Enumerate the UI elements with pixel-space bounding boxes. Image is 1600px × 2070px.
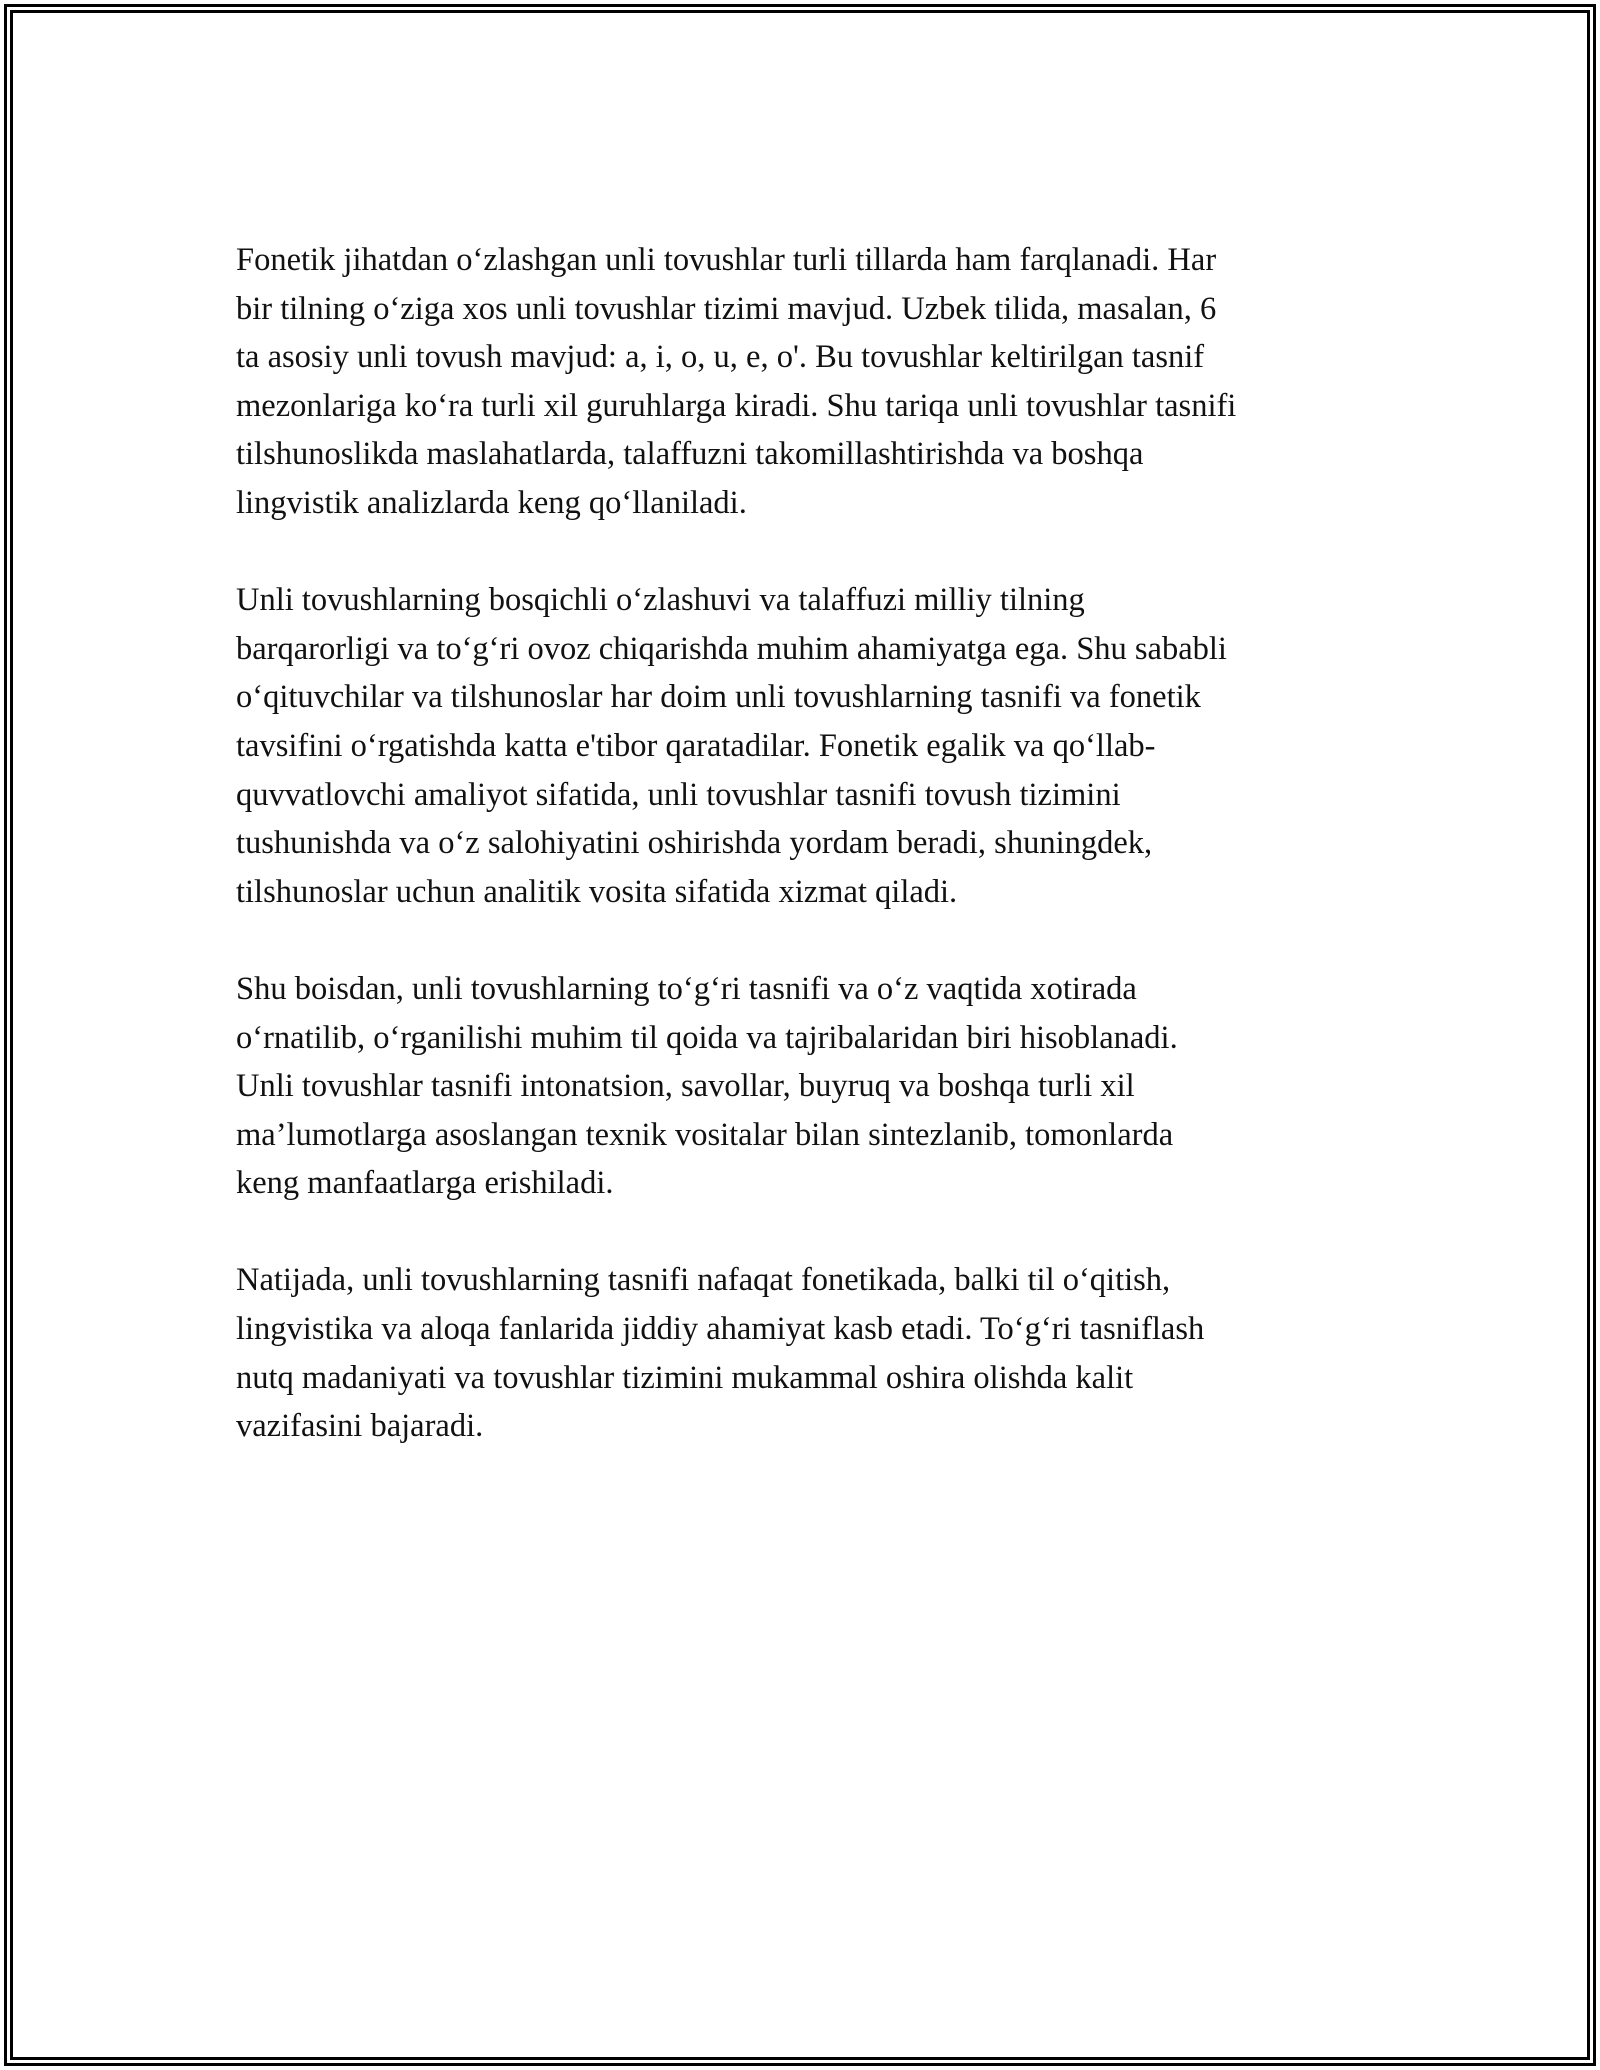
- document-body: [236, 236, 1366, 1499]
- paragraph-1: Fonetik jihatdan o‘zlashgan unli tovushlar turli tillarda ham farqlanadi. Har bir tilning o‘ziga xos unli tovushlar tizimi mavjud. Uzbek tilida, masalan, 6 ta asosiy unli tovush mavjud: a, i, o, u, e, o'. Bu tovushlar keltirilgan tasnif mezonlariga ko‘ra turli xil guruhlarga kiradi. Shu tariqa unli tovushlar tasnifi tilshunoslikda maslahatlarda, talaffuzni takomillashtirishda va boshqa lingvistik analizlarda keng qo‘llaniladi.: [236, 242, 1237, 521]
- paragraph-4: Natijada, unli tovushlarning tasnifi nafaqat fonetikada, balki til o‘qitish, lingvistika va aloqa fanlarida jiddiy ahamiyat kasb etadi. To‘g‘ri tasniflash nutq madaniyati va tovushlar tizimini mukammal oshira olishda kalit vazifasini bajaradi.: [236, 1262, 1205, 1445]
- paragraph-2: Unli tovushlarning bosqichli o‘zlashuvi va talaffuzi milliy tilning barqarorligi va to‘g‘ri ovoz chiqarishda muhim ahamiyatga ega. Shu sababli o‘qituvchilar va tilshunoslar har doim unli tovushlarning tasnifi va fonetik tavsifini o‘rgatishda katta e'tibor qaratadilar. Fonetik egalik va qo‘llab- quvvatlovchi amaliyot sifatida, unli tovushlar tasnifi tovush tizimini tushunishda va o‘z salohiyatini oshirishda yordam beradi, shuningdek, tilshunoslar uchun analitik vosita sifatida xizmat qiladi.: [236, 582, 1227, 910]
- paragraph-3: Shu boisdan, unli tovushlarning to‘g‘ri tasnifi va o‘z vaqtida xotirada o‘rnatilib, o‘rganilishi muhim til qoida va tajribalaridan biri hisoblanadi. Unli tovushlar tasnifi intonatsion, savollar, buyruq va boshqa turli xil ma’lumotlarga asoslangan texnik vositalar bilan sintezlanib, tomonlarda keng manfaatlarga erishiladi.: [236, 970, 1178, 1202]
